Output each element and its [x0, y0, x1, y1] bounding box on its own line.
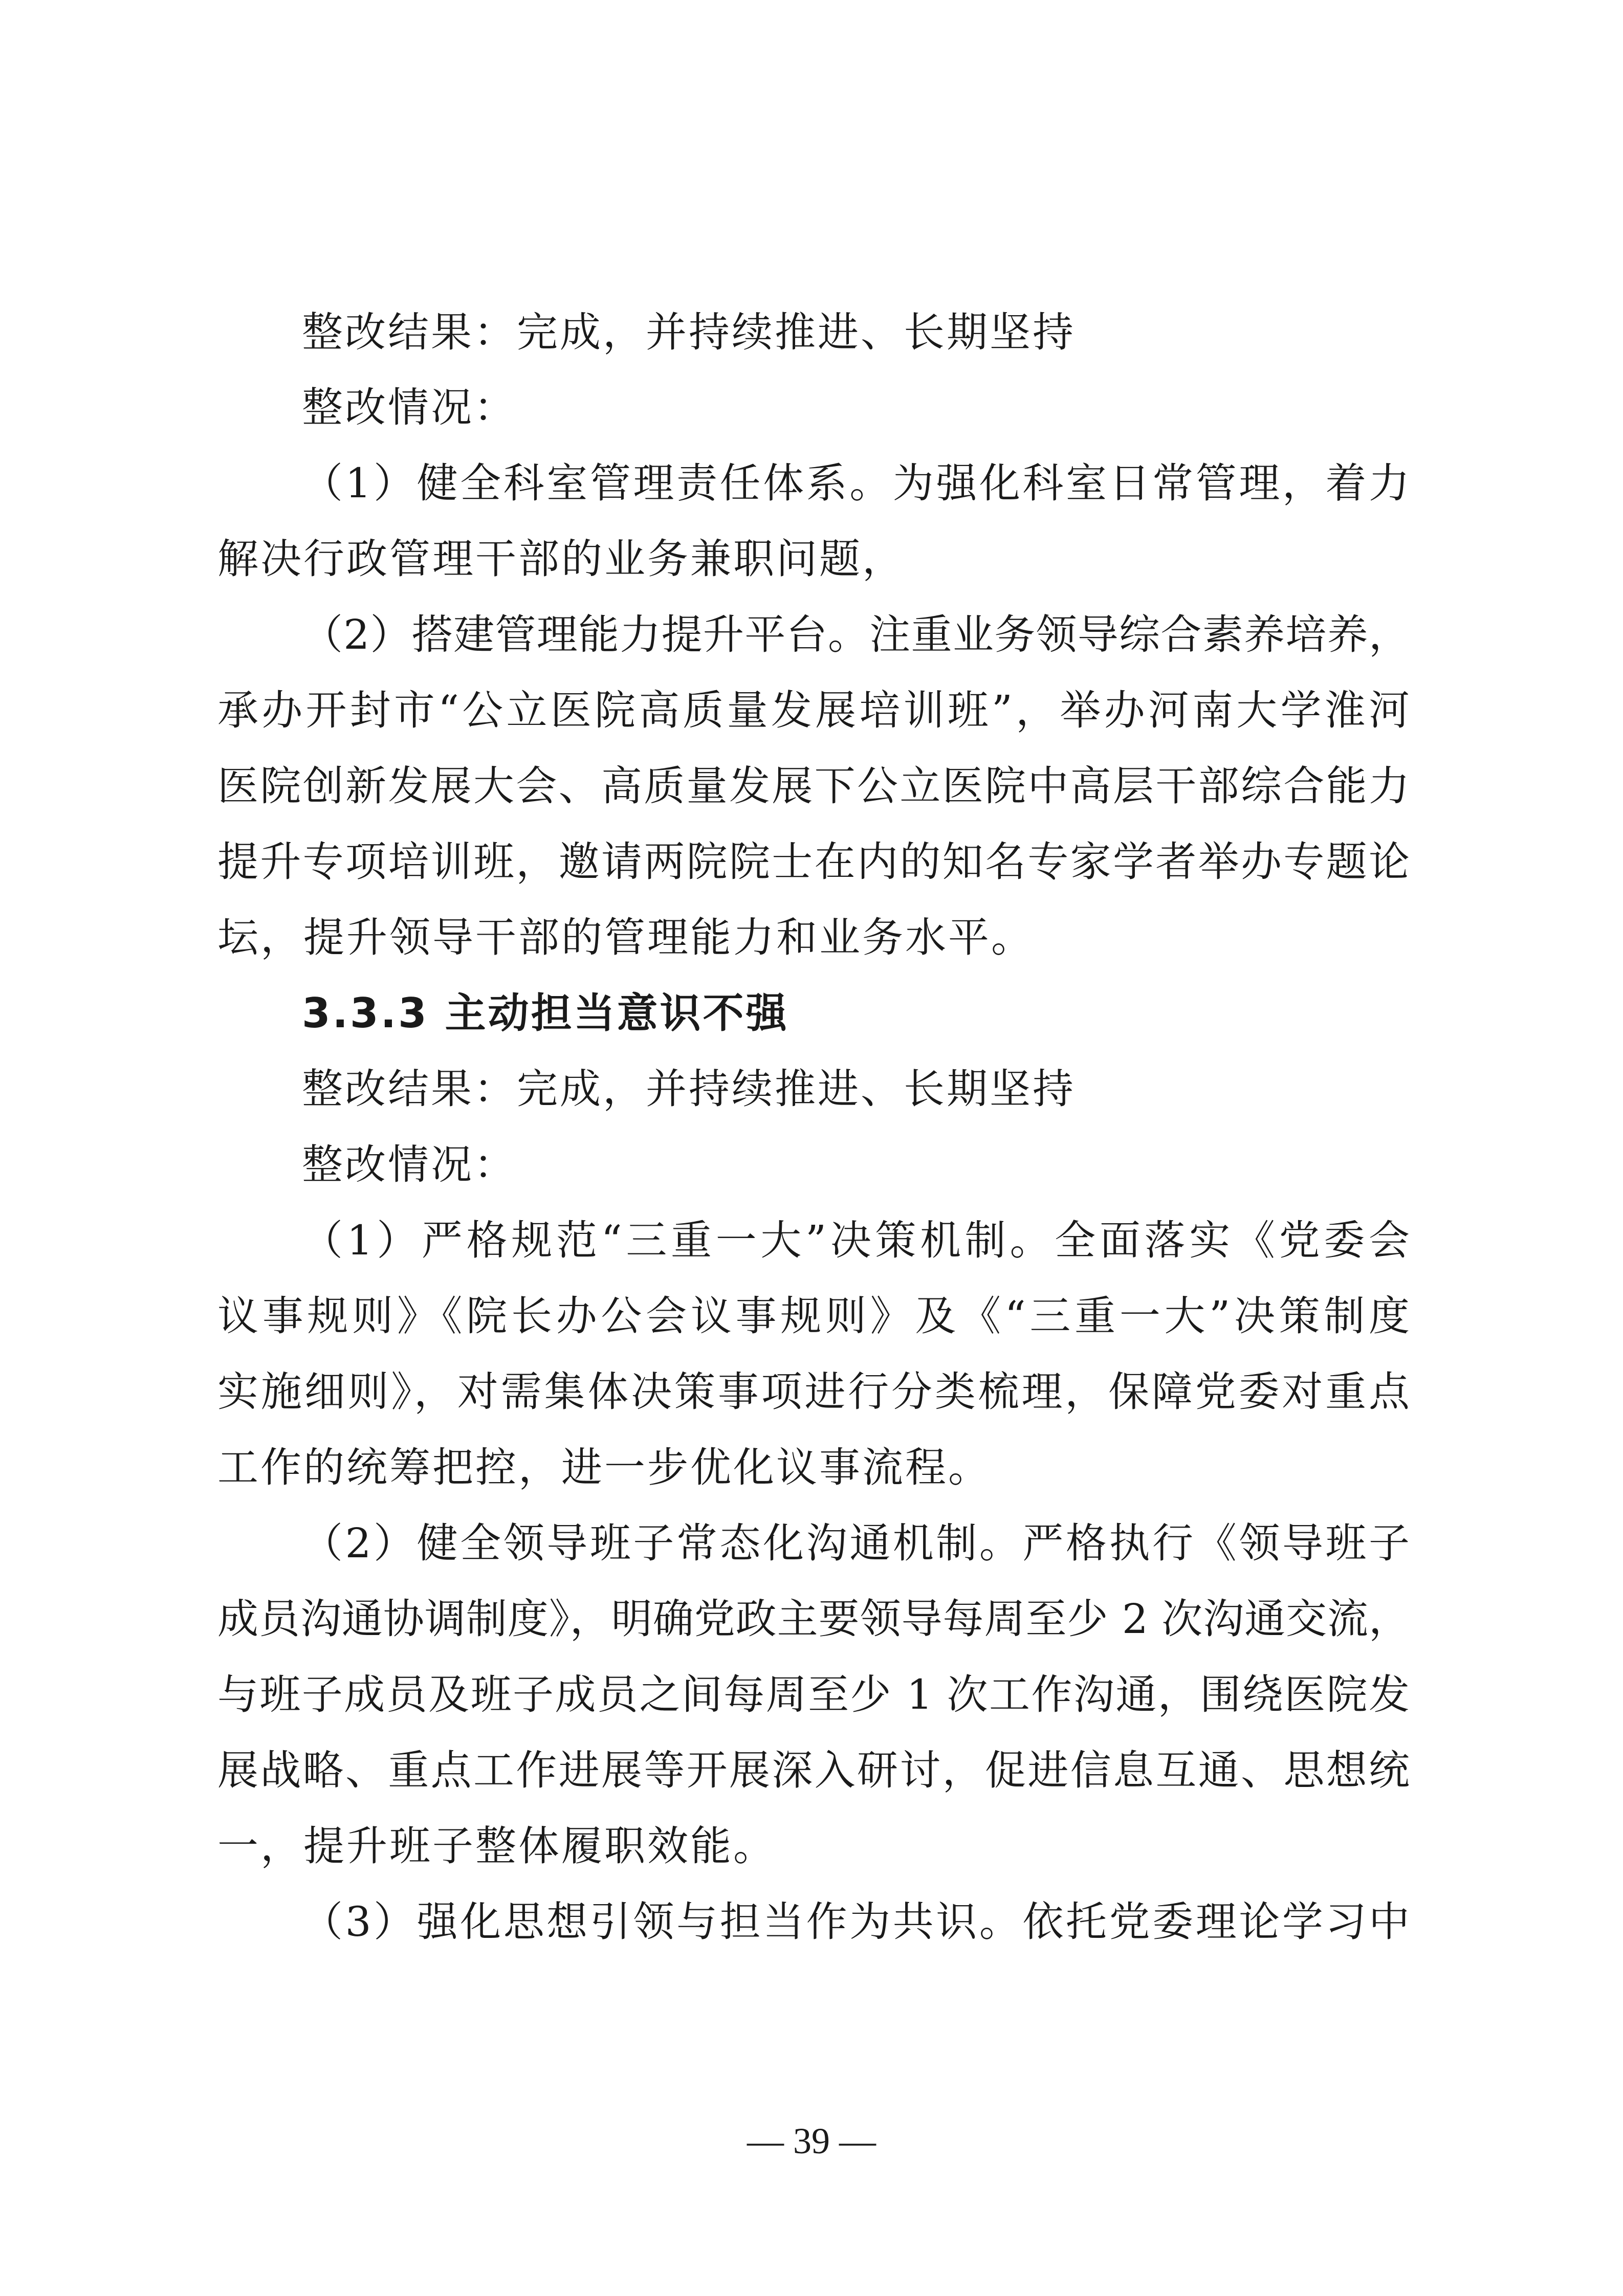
rectification-result-2: 整改结果：完成，并持续推进、长期坚持 — [302, 1065, 1076, 1113]
paragraph-line: （1）严格规范“三重一大”决策机制。全面落实《党委会 — [302, 1217, 1410, 1264]
paragraph-line: 医院创新发展大会、高质量发展下公立医院中高层干部综合能力 — [217, 762, 1410, 810]
paragraph-line: 解决行政管理干部的业务兼职问题， — [217, 535, 905, 583]
paragraph-line: （2）搭建管理能力提升平台。注重业务领导综合素养培养， — [302, 611, 1410, 658]
paragraph-line: 与班子成员及班子成员之间每周至少 1 次工作沟通，围绕医院发 — [217, 1671, 1410, 1718]
paragraph-line: 工作的统筹把控，进一步优化议事流程。 — [217, 1444, 991, 1491]
rectification-status-label-1: 整改情况： — [302, 384, 517, 431]
paragraph-line: 展战略、重点工作进展等开展深入研讨，促进信息互通、思想统 — [217, 1747, 1410, 1794]
rectification-result-1: 整改结果：完成，并持续推进、长期坚持 — [302, 308, 1076, 356]
paragraph-line: 成员沟通协调制度》，明确党政主要领导每周至少 2 次沟通交流， — [217, 1595, 1410, 1643]
paragraph-line: 坛，提升领导干部的管理能力和业务水平。 — [217, 914, 1034, 961]
paragraph-line: 议事规则》《院长办公会议事规则》及《“三重一大”决策制度 — [217, 1292, 1410, 1340]
page-number: — 39 — — [747, 2121, 876, 2161]
paragraph-line: 一，提升班子整体履职效能。 — [217, 1822, 776, 1870]
paragraph-line: 提升专项培训班，邀请两院院士在内的知名专家学者举办专题论 — [217, 838, 1410, 886]
paragraph-line: 实施细则》，对需集体决策事项进行分类梳理，保障党委对重点 — [217, 1368, 1410, 1416]
paragraph-line: （1）健全科室管理责任体系。为强化科室日常管理，着力 — [302, 459, 1410, 507]
paragraph-line: （3）强化思想引领与担当作为共识。依托党委理论学习中 — [302, 1898, 1410, 1946]
section-heading: 3.3.3 主动担当意识不强 — [302, 989, 789, 1037]
paragraph-line: 承办开封市“公立医院高质量发展培训班”，举办河南大学淮河 — [217, 687, 1410, 734]
paragraph-line: （2）健全领导班子常态化沟通机制。严格执行《领导班子 — [302, 1519, 1410, 1567]
rectification-status-label-2: 整改情况： — [302, 1141, 517, 1188]
